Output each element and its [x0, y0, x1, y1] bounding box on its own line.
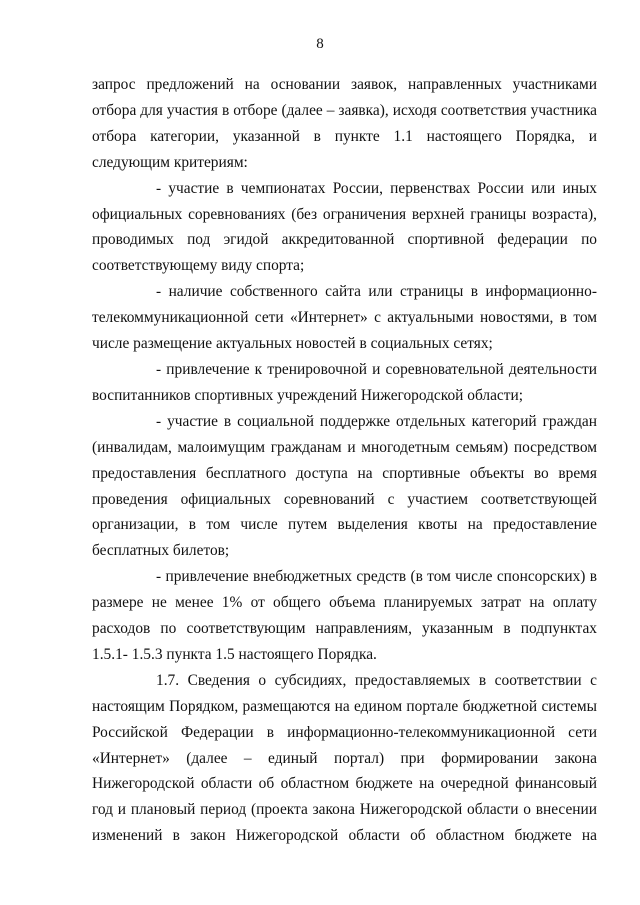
paragraph-criterion-social-support: - участие в социальной поддержке отдельных категорий граждан (инвалидам, малоимущим гражданам и многодетным семьям) посредством предоставления бесплатного доступа на спортивные объекты во время проведения официальных соревнований с участием соответствующей организации, в том числе путем выделения квоты на предоставление бесплатных билетов; — [92, 412, 597, 560]
paragraph-criterion-extrabudgetary: - привлечение внебюджетных средств (в том числе спонсорских) в размере не менее 1% от общего объема планируемых затрат на оплату расходов по соответствующим направлениям, указанным в подпунктах 1.5.1- 1.5.3 пункта 1.5 настоящего Порядка. — [92, 568, 597, 663]
document-body — [92, 72, 597, 849]
paragraph-section-1-7: 1.7. Сведения о субсидиях, предоставляемых в соответствии с настоящим Порядком, размещаются на едином портале бюджетной системы Российской Федерации в информационно-телекоммуникационной сети «Интернет» (далее – единый портал) при формировании закона Нижегородской области об областном бюджете на очередной финансовый год и плановый период (проекта закона Нижегородской области о внесении изменений в закон Нижегородской области об областном бюджете на — [92, 671, 597, 845]
paragraph-criterion-competitions: - участие в чемпионатах России, первенствах России или иных официальных соревнованиях (без ограничения верхней границы возраста), проводимых под эгидой аккредитованной спортивной федерации по соответствующему виду спорта; — [92, 179, 597, 275]
paragraph-intro: запрос предложений на основании заявок, направленных участниками отбора для участия в отборе (далее – заявка), исходя соответствия участника отбора категории, указанной в пункте 1.1 настоящего Порядка, и следующим критериям: — [92, 76, 597, 171]
page-number: 8 — [316, 36, 324, 52]
paragraph-criterion-training: - привлечение к тренировочной и соревновательной деятельности воспитанников спортивных учреждений Нижегородской области; — [92, 360, 597, 404]
paragraph-criterion-website: - наличие собственного сайта или страницы в информационно-телекоммуникационной сети «Интернет» с актуальными новостями, в том числе размещение актуальных новостей в социальных сетях; — [92, 283, 597, 353]
